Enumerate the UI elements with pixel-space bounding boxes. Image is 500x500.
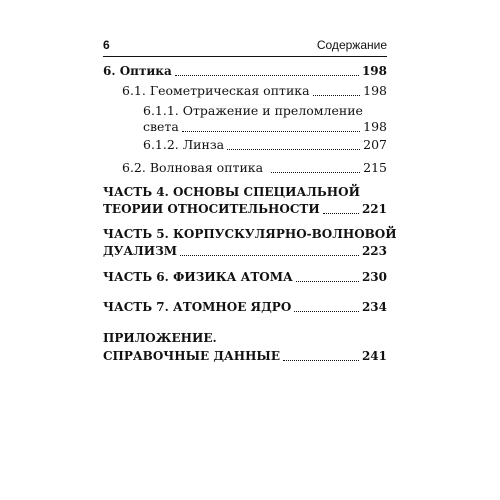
- toc-entry-label: 6.1.2. Линза: [143, 137, 225, 152]
- page-number: 6: [103, 38, 110, 52]
- toc-entry-label: ТЕОРИИ ОТНОСИТЕЛЬНОСТИ: [103, 202, 320, 216]
- running-head: [103, 36, 387, 54]
- leader-dots: [227, 148, 360, 150]
- toc-entry-part-4[interactable]: [103, 200, 387, 218]
- toc-entry-page: 198: [363, 83, 387, 98]
- toc-entry-label: 6.1. Геометрическая оптика: [122, 83, 310, 98]
- toc-entry-page: 198: [363, 119, 387, 134]
- toc-entry-page: 215: [363, 160, 387, 175]
- toc-entry-section-6-2[interactable]: [122, 159, 387, 177]
- leader-dots: [294, 310, 359, 312]
- toc-entry-label: 6.2. Волновая оптика: [122, 160, 264, 175]
- toc-entry-page: 207: [363, 137, 387, 152]
- section-name: Содержание: [316, 38, 387, 52]
- toc-entry-page: 221: [361, 202, 387, 216]
- leader-dots: [283, 359, 359, 361]
- toc-entry-part-7[interactable]: [103, 298, 387, 316]
- leader-dots: [182, 130, 360, 132]
- toc-entry-label: ЧАСТЬ 7. АТОМНОЕ ЯДРО: [103, 300, 292, 314]
- leader-dots: [271, 171, 360, 173]
- toc-entry-subsection-6-1-1[interactable]: [143, 118, 387, 136]
- toc-entry-page: 230: [361, 270, 387, 284]
- toc-entry-label: света: [143, 119, 179, 134]
- leader-dots: [180, 254, 359, 256]
- toc-entry-part-6[interactable]: [103, 268, 387, 286]
- toc-entry-label: СПРАВОЧНЫЕ ДАННЫЕ: [103, 349, 280, 363]
- toc-entry-page: 223: [361, 244, 387, 258]
- leader-dots: [313, 94, 361, 96]
- toc-entry-label: 6. Оптика: [103, 64, 172, 78]
- header-rule: [103, 56, 387, 57]
- toc-entry-label: ЧАСТЬ 6. ФИЗИКА АТОМА: [103, 270, 293, 284]
- leader-dots: [175, 74, 359, 76]
- toc-entry-appendix[interactable]: [103, 347, 387, 365]
- toc-entry-line1: ПРИЛОЖЕНИЕ.: [103, 331, 217, 345]
- toc-entry-part-5[interactable]: [103, 242, 387, 260]
- toc-entry-section-6-1[interactable]: [122, 82, 387, 100]
- toc-entry-subsection-6-1-2[interactable]: [143, 136, 387, 154]
- toc-entry-line1: 6.1.1. Отражение и преломление: [143, 103, 363, 118]
- toc-entry-page: 198: [361, 64, 387, 78]
- leader-dots: [296, 280, 359, 282]
- toc-entry-chapter-6[interactable]: [103, 62, 387, 80]
- toc-entry-line1: ЧАСТЬ 4. ОСНОВЫ СПЕЦИАЛЬНОЙ: [103, 185, 360, 199]
- leader-dots: [323, 212, 359, 214]
- toc-entry-page: 241: [361, 349, 387, 363]
- toc-entry-label: ДУАЛИЗМ: [103, 244, 178, 258]
- toc-entry-line1: ЧАСТЬ 5. КОРПУСКУЛЯРНО-ВОЛНОВОЙ: [103, 227, 397, 241]
- toc-entry-page: 234: [361, 300, 387, 314]
